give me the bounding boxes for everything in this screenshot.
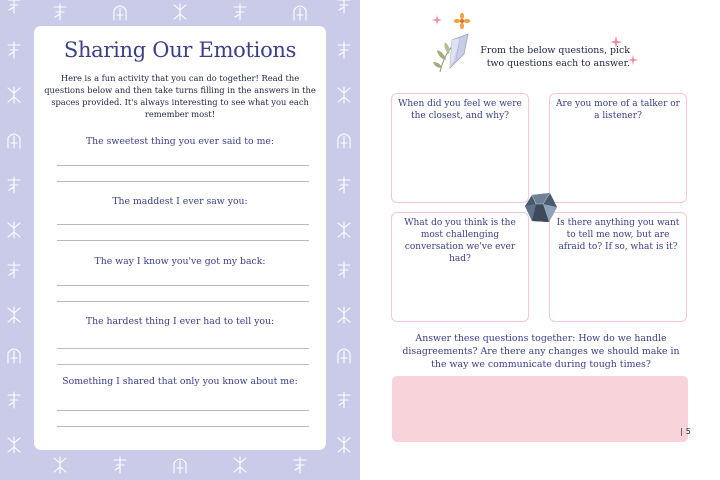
answer-line[interactable] — [57, 426, 309, 427]
shared-answer-box[interactable] — [392, 376, 688, 442]
page-number: | 5 — [680, 427, 691, 436]
gem-icon — [523, 190, 559, 226]
question-maddest: The maddest I ever saw you: — [112, 196, 248, 207]
question-hardest: The hardest thing I ever had to tell you: — [85, 316, 275, 327]
answer-line[interactable] — [57, 410, 309, 411]
right-page — [360, 0, 720, 480]
question-text: Are you more of a talker or a listener? — [556, 99, 680, 121]
answer-line[interactable] — [57, 301, 309, 302]
page-number-value: 5 — [685, 427, 691, 436]
instructions-text: From the below questions, pick two questions each to answer. — [480, 45, 630, 69]
sparkle-icon — [432, 15, 442, 25]
page-title: Sharing Our Emotions — [63, 38, 297, 62]
answer-line[interactable] — [57, 364, 309, 365]
together-prompt: Answer these questions together: How do we handle disagreements? Are there any changes we should make in the way we communicate during tough times? — [402, 333, 680, 370]
question-box-closest[interactable] — [391, 93, 529, 203]
question-text: What do you think is the most challenging conversation we've ever had? — [404, 218, 516, 264]
answer-line[interactable] — [57, 348, 309, 349]
question-sweetest: The sweetest thing you ever said to me: — [85, 136, 275, 147]
question-got-my-back: The way I know you've got my back: — [94, 256, 266, 267]
question-box-talker-listener[interactable] — [549, 93, 687, 203]
question-text: When did you feel we were the closest, and why? — [398, 99, 522, 121]
answer-line[interactable] — [57, 181, 309, 182]
flower-icon — [453, 12, 471, 30]
activity-card — [34, 26, 326, 450]
question-only-you-know: Something I shared that only you know about me: — [62, 376, 298, 387]
intro-text: Here is a fun activity that you can do together! Read the questions below and then take turns filling in the answers in the spaces provided. It's always interesting to see what you each remember most! — [44, 73, 316, 119]
answer-line[interactable] — [57, 285, 309, 286]
answer-line[interactable] — [57, 240, 309, 241]
question-box-challenging-conversation[interactable] — [391, 212, 529, 322]
question-box-afraid-to-tell[interactable] — [549, 212, 687, 322]
answer-line[interactable] — [57, 224, 309, 225]
question-text: Is there anything you want to tell me now, but are afraid to? If so, what is it? — [556, 218, 680, 252]
answer-line[interactable] — [57, 165, 309, 166]
